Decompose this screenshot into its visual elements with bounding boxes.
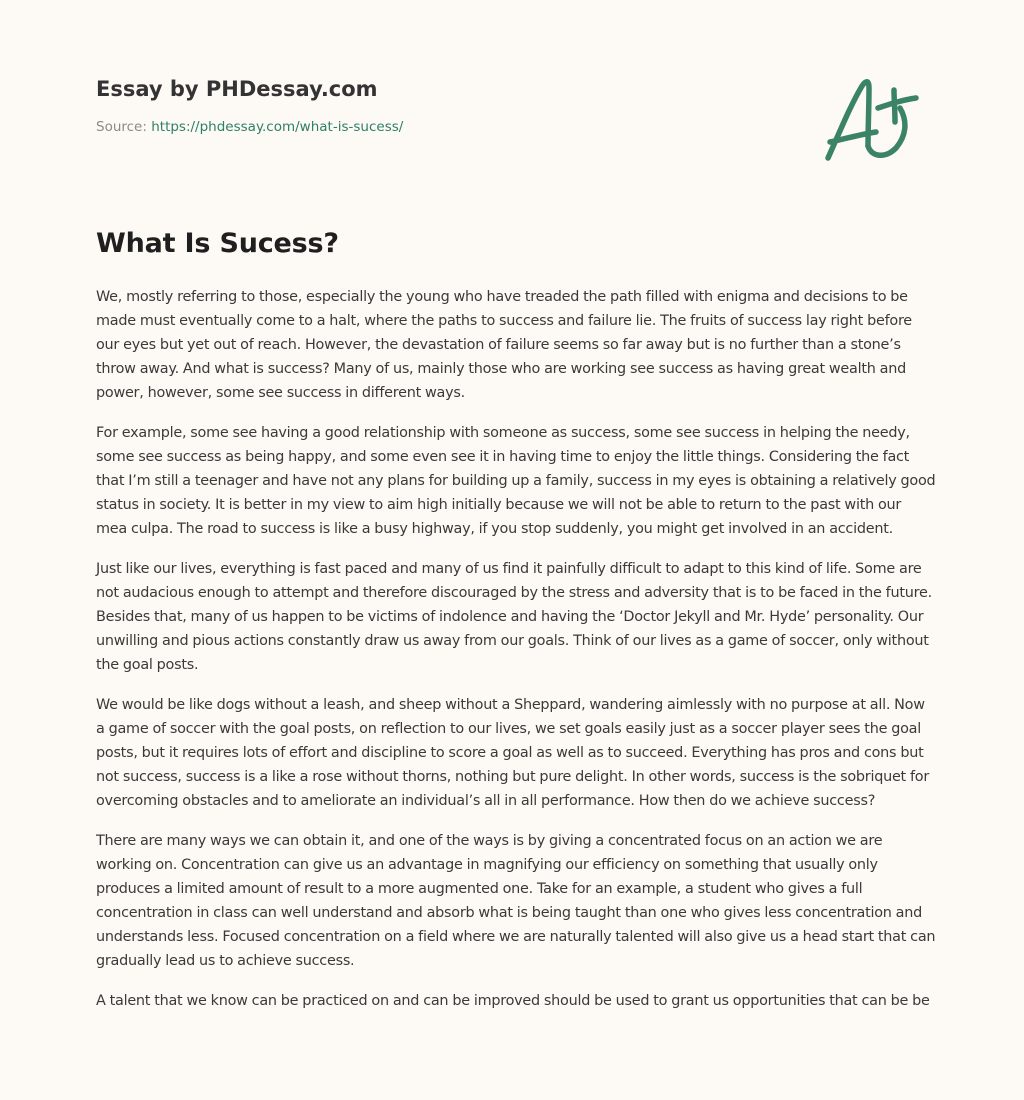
source-label: Source: (96, 119, 152, 135)
a-plus-grade-icon (820, 66, 930, 166)
essay-paragraph: There are many ways we can obtain it, and one of the ways is by giving a concentrated focus on an action we are working on. Concentration can give us an advantage in magnifying our efficiency on something that usually only produces a limited amount of result to a more augmented one. Take for an example, a student who gives a full concentration in class can well understand and absorb what is being taught than one who gives less concentration and understands less. Focused concentration on a field where we are naturally talented will also give us a head start that can gradually lead us to achieve success. (96, 833, 936, 969)
essay-body (96, 285, 936, 1029)
essay-paragraph: A talent that we know can be practiced on and can be improved should be used to grant us opportunities that can be be (96, 993, 930, 1009)
essay-paragraph: For example, some see having a good relationship with someone as success, some see success in helping the needy, some see success as being happy, and some even see it in having time to enjoy the little things. Considering the fact that I’m still a teenager and have not any plans for building up a family, success in my eyes is obtaining a relatively good status in society. It is better in my view to aim high initially because we will not be able to return to the past with our mea culpa. The road to success is like a busy highway, if you stop suddenly, you might get involved in an accident. (96, 425, 936, 537)
essay-title: What Is Sucess? (96, 228, 339, 259)
essay-paragraph: We, mostly referring to those, especially the young who have treaded the path filled with enigma and decisions to be made must eventually come to a halt, where the paths to success and failure lie. The fruits of success lay right before our eyes but yet out of reach. However, the devastation of failure seems so far away but is no further than a stone’s throw away. And what is success? Many of us, mainly those who are working see success as having great wealth and power, however, some see success in different ways. (96, 289, 912, 401)
essay-paragraph: Just like our lives, everything is fast paced and many of us find it painfully difficult to adapt to this kind of life. Some are not audacious enough to attempt and therefore discouraged by the stress and adversity that is to be faced in the future. Besides that, many of us happen to be victims of indolence and having the ‘Doctor Jekyll and Mr. Hyde’ personality. Our unwilling and pious actions constantly draw us away from our goals. Think of our lives as a game of soccer, only without the goal posts. (96, 561, 932, 673)
essay-paragraph: We would be like dogs without a leash, and sheep without a Sheppard, wandering aimlessly with no purpose at all. Now a game of soccer with the goal posts, on reflection to our lives, we set goals easily just as a soccer player sees the goal posts, but it requires lots of effort and discipline to score a goal as well as to succeed. Everything has pros and cons but not success, success is a like a rose without thorns, nothing but pure delight. In other words, success is the sobriquet for overcoming obstacles and to ameliorate an individual’s all in all performance. How then do we achieve success? (96, 697, 930, 809)
brand-title: Essay by PHDessay.com (96, 77, 378, 101)
page-header (96, 74, 696, 137)
source-line (96, 117, 696, 137)
source-link[interactable]: https://phdessay.com/what-is-sucess/ (151, 119, 404, 135)
